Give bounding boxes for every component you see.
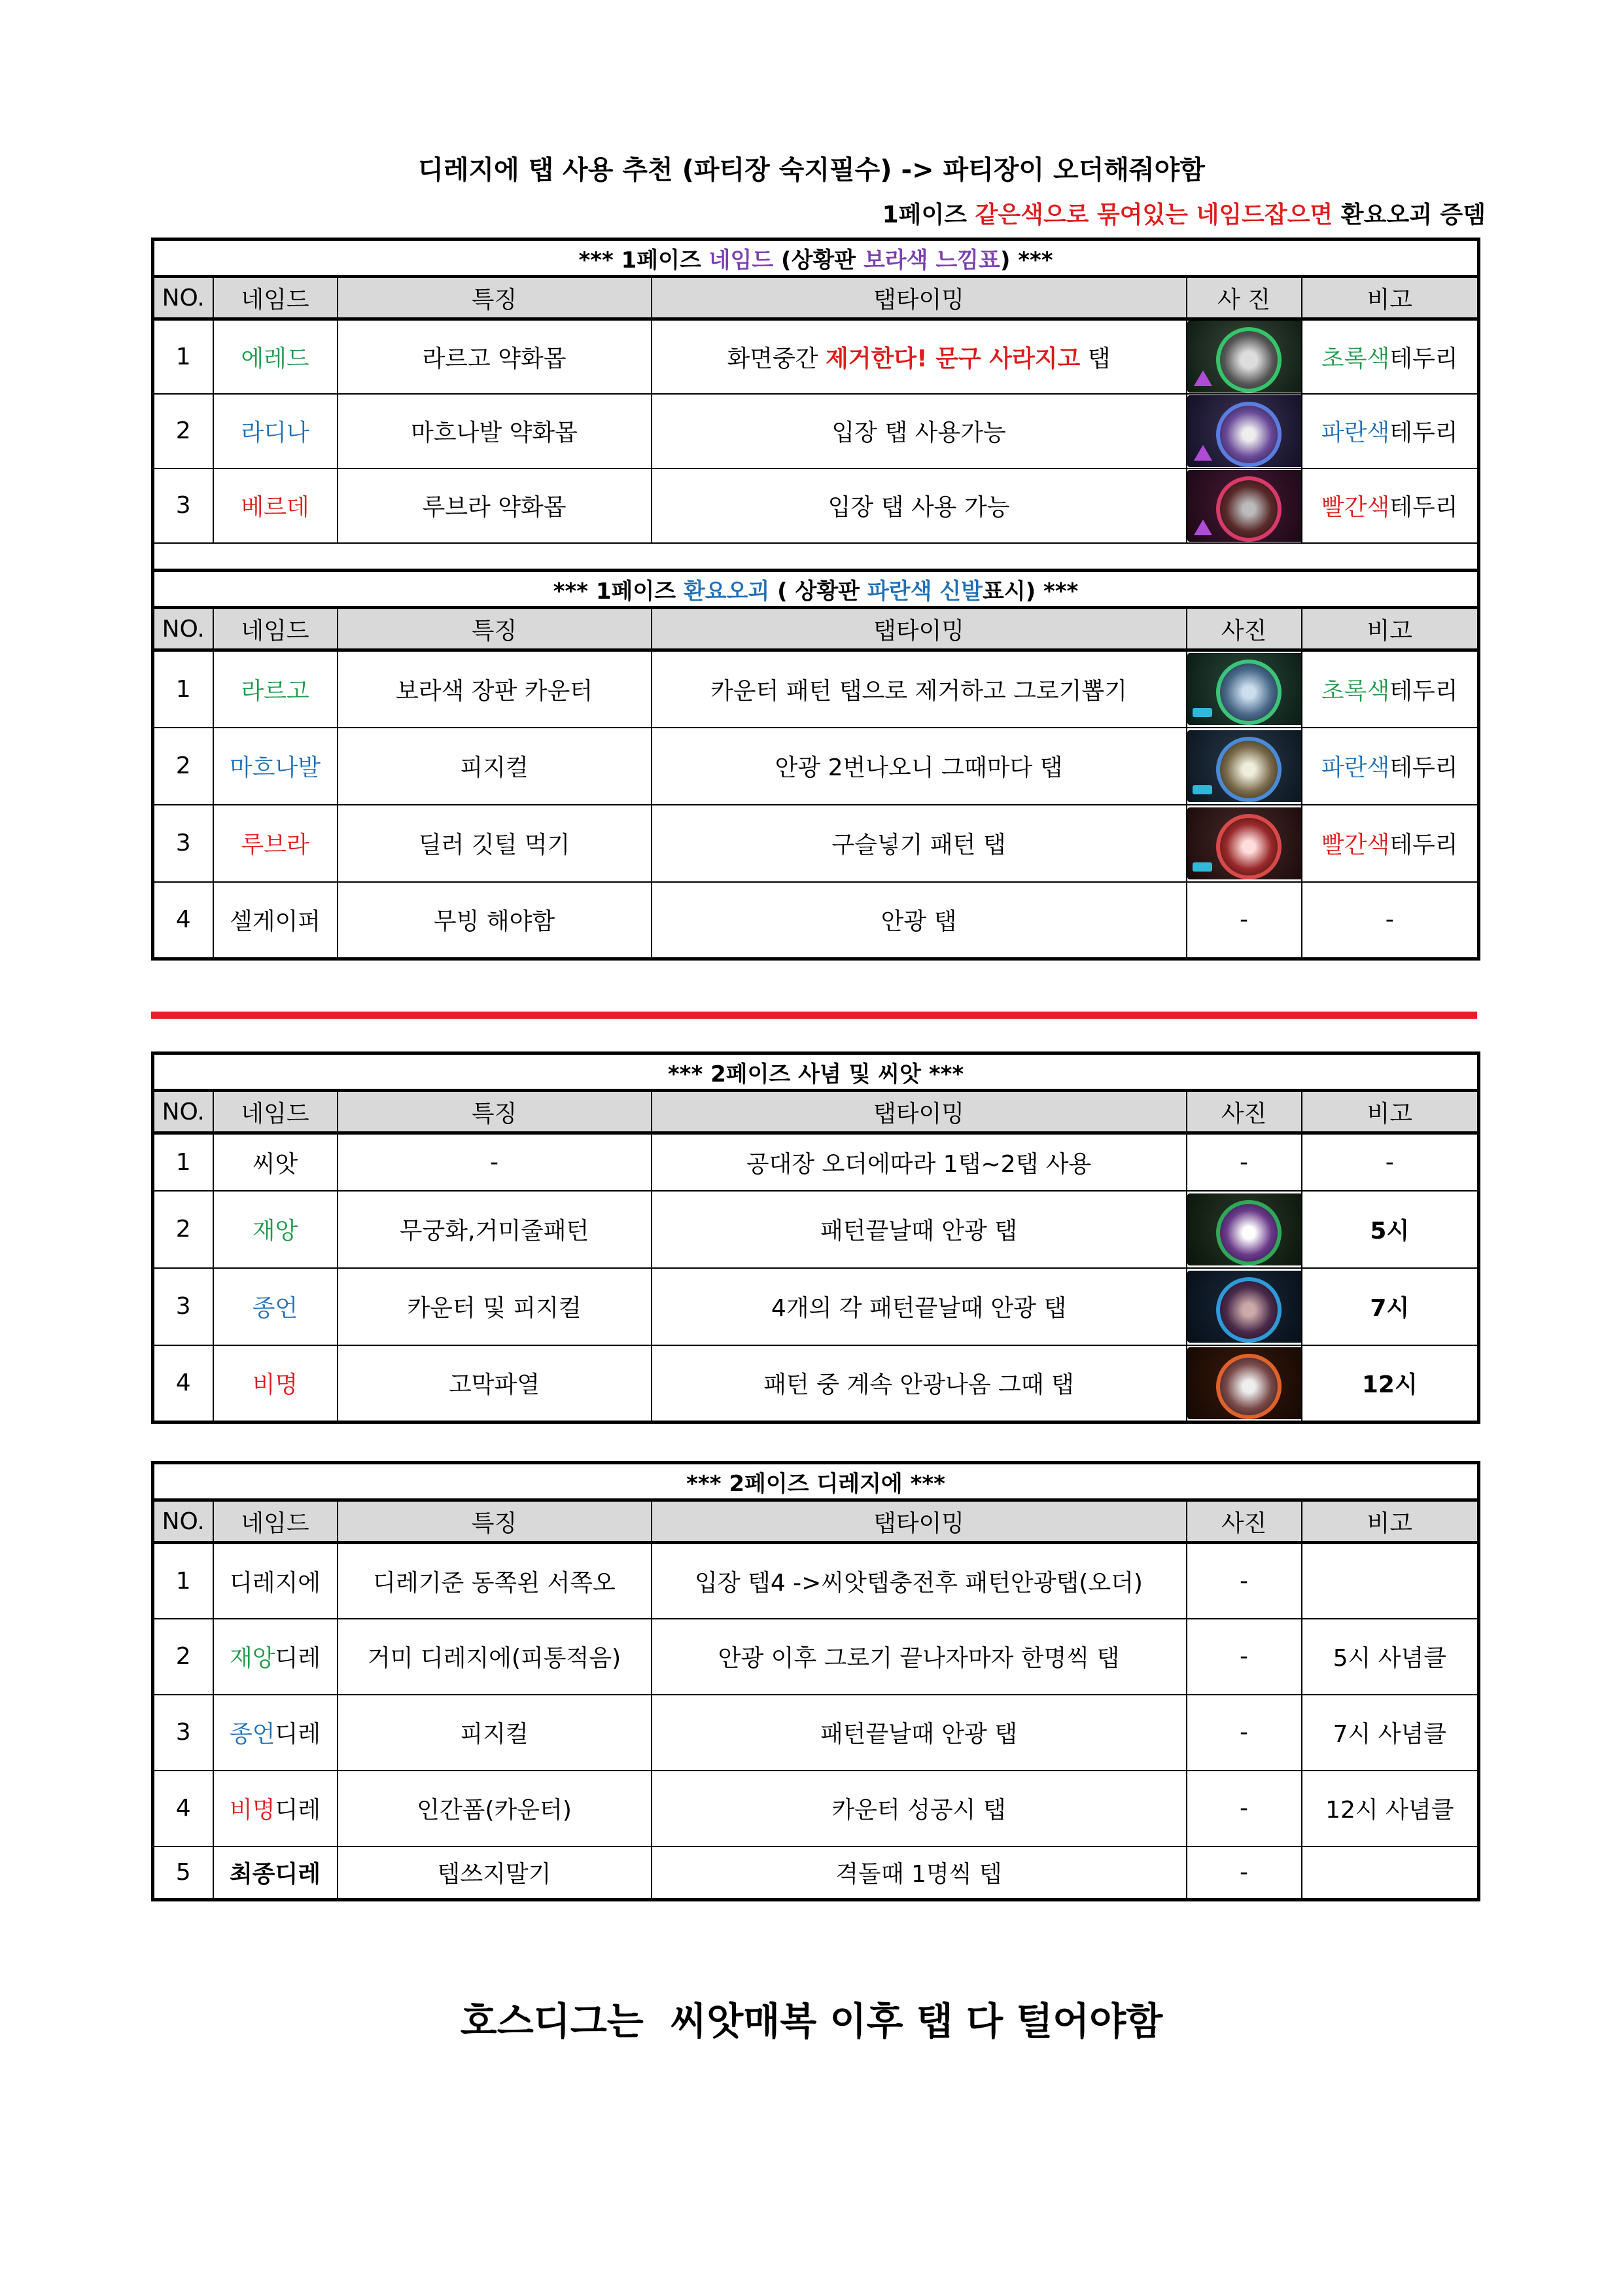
timing-cell: 패턴 중 계속 안광나옴 그때 탭 xyxy=(652,1345,1187,1422)
col-photo: 사 진 xyxy=(1187,277,1302,319)
named-cell: 라디나 xyxy=(213,394,338,468)
named-cell: 씨앗 xyxy=(213,1133,338,1191)
feature-cell: 고막파열 xyxy=(338,1345,652,1422)
col-feature: 특징 xyxy=(338,608,652,650)
col-no: NO. xyxy=(153,277,213,319)
feature-cell: 피지컬 xyxy=(338,1695,652,1771)
col-timing: 탭타이밍 xyxy=(652,608,1187,650)
photo-cell xyxy=(1187,650,1302,728)
note-cell: 5시 xyxy=(1302,1191,1479,1268)
note-cell: 7시 사념클 xyxy=(1302,1695,1479,1771)
feature-cell: 카운터 및 피지컬 xyxy=(338,1268,652,1345)
row-no: 2 xyxy=(153,1619,213,1695)
named-cell: 디레지에 xyxy=(213,1543,338,1619)
col-photo: 사진 xyxy=(1187,1500,1302,1543)
red-divider xyxy=(151,1012,1477,1019)
spacer-row xyxy=(153,543,1479,571)
col-named: 네임드 xyxy=(213,608,338,650)
row-no: 4 xyxy=(153,1771,213,1846)
col-no: NO. xyxy=(153,1091,213,1133)
phase1-table xyxy=(151,238,1480,961)
timing-cell: 입장 탭 사용 가능 xyxy=(652,468,1187,543)
col-photo: 사진 xyxy=(1187,1091,1302,1133)
scream-icon xyxy=(1187,1347,1302,1419)
photo-cell xyxy=(1187,468,1302,543)
note-cell xyxy=(1302,1543,1479,1619)
table-row xyxy=(153,1268,1479,1345)
note-cell: - xyxy=(1302,1133,1479,1191)
photo-cell: - xyxy=(1187,1619,1302,1695)
phase2-direzie-table xyxy=(151,1461,1480,1901)
feature-cell: 디레기준 동쪽왼 서쪽오 xyxy=(338,1543,652,1619)
col-note: 비고 xyxy=(1302,1091,1479,1133)
phase1-hwanyo-section-title: *** 1페이즈 환요오괴 ( 상황판 파란색 신발표시) *** xyxy=(153,571,1479,608)
timing-cell: 안광 탭 xyxy=(652,882,1187,959)
note-cell: 파란색테두리 xyxy=(1302,394,1479,468)
named-cell: 라르고 xyxy=(213,650,338,728)
phase2-seed-section-title: *** 2페이즈 사념 및 씨앗 *** xyxy=(153,1053,1479,1091)
end-icon xyxy=(1187,1271,1302,1343)
table-row xyxy=(153,728,1479,805)
table-row xyxy=(153,468,1479,543)
photo-cell xyxy=(1187,1191,1302,1268)
feature-cell: 인간폼(카운터) xyxy=(338,1771,652,1846)
table-row xyxy=(153,1846,1479,1900)
phase2-direzie-section-title: *** 2페이즈 디레지에 *** xyxy=(153,1463,1479,1500)
timing-cell: 입장 탭 사용가능 xyxy=(652,394,1187,468)
photo-cell: - xyxy=(1187,882,1302,959)
named-cell: 비명디레 xyxy=(213,1771,338,1846)
timing-cell: 화면중간 제거한다! 문구 사라지고 탭 xyxy=(652,319,1187,394)
feature-cell: 피지컬 xyxy=(338,728,652,805)
named-cell: 베르데 xyxy=(213,468,338,543)
table-row xyxy=(153,1133,1479,1191)
photo-cell: - xyxy=(1187,1695,1302,1771)
named-cell: 에레드 xyxy=(213,319,338,394)
photo-cell: - xyxy=(1187,1771,1302,1846)
rubra-icon xyxy=(1187,807,1302,879)
col-feature: 특징 xyxy=(338,277,652,319)
col-timing: 탭타이밍 xyxy=(652,1091,1187,1133)
page-title: 디레지에 탭 사용 추천 (파티장 숙지필수) -> 파티장이 오더해줘야함 xyxy=(418,155,1205,185)
col-timing: 탭타이밍 xyxy=(652,277,1187,319)
mahnabal-icon xyxy=(1187,730,1302,802)
timing-cell: 패턴끝날때 안광 탭 xyxy=(652,1695,1187,1771)
photo-cell xyxy=(1187,319,1302,394)
note-cell: 12시 xyxy=(1302,1345,1479,1422)
photo-cell xyxy=(1187,728,1302,805)
photo-cell: - xyxy=(1187,1846,1302,1900)
table-row xyxy=(153,1619,1479,1695)
note-cell: 7시 xyxy=(1302,1268,1479,1345)
table-row xyxy=(153,1345,1479,1422)
row-no: 1 xyxy=(153,1133,213,1191)
subnote-part3: 환요오괴 증뎀 xyxy=(1333,202,1486,228)
table-row xyxy=(153,394,1479,468)
largo-icon xyxy=(1187,653,1302,725)
named-cell: 재앙 xyxy=(213,1191,338,1268)
note-cell: 초록색테두리 xyxy=(1302,650,1479,728)
row-no: 3 xyxy=(153,1268,213,1345)
feature-cell: 무궁화,거미줄패턴 xyxy=(338,1191,652,1268)
row-no: 2 xyxy=(153,1191,213,1268)
row-no: 3 xyxy=(153,468,213,543)
col-note: 비고 xyxy=(1302,1500,1479,1543)
note-cell: 빨간색테두리 xyxy=(1302,468,1479,543)
row-no: 3 xyxy=(153,805,213,882)
timing-cell: 패턴끝날때 안광 탭 xyxy=(652,1191,1187,1268)
timing-cell: 4개의 각 패턴끝날때 안광 탭 xyxy=(652,1268,1187,1345)
feature-cell: 루브라 약화몹 xyxy=(338,468,652,543)
photo-cell: - xyxy=(1187,1543,1302,1619)
photo-cell xyxy=(1187,1268,1302,1345)
feature-cell: 거미 디레지에(피통적음) xyxy=(338,1619,652,1695)
phase1-named-section-title: *** 1페이즈 네임드 (상황판 보라색 느낌표) *** xyxy=(153,239,1479,277)
row-no: 4 xyxy=(153,882,213,959)
feature-cell: 텝쓰지말기 xyxy=(338,1846,652,1900)
timing-cell: 카운터 성공시 탭 xyxy=(652,1771,1187,1846)
calamity-icon xyxy=(1187,1193,1302,1265)
photo-cell: - xyxy=(1187,1133,1302,1191)
named-cell: 종언디레 xyxy=(213,1695,338,1771)
note-cell: 5시 사념클 xyxy=(1302,1619,1479,1695)
timing-cell: 안광 2번나오니 그때마다 탭 xyxy=(652,728,1187,805)
named-cell: 비명 xyxy=(213,1345,338,1422)
blue-border-boss-icon xyxy=(1187,395,1302,467)
note-cell: 빨간색테두리 xyxy=(1302,805,1479,882)
col-feature: 특징 xyxy=(338,1091,652,1133)
row-no: 1 xyxy=(153,319,213,394)
col-timing: 탭타이밍 xyxy=(652,1500,1187,1543)
named-cell: 셀게이퍼 xyxy=(213,882,338,959)
named-cell: 마흐나발 xyxy=(213,728,338,805)
table-row xyxy=(153,1543,1479,1619)
row-no: 2 xyxy=(153,728,213,805)
footer-note: 호스디그는 씨앗매복 이후 탭 다 털어야함 xyxy=(460,1999,1163,2043)
row-no: 2 xyxy=(153,394,213,468)
subnote-part1: 1페이즈 xyxy=(882,202,975,228)
col-note: 비고 xyxy=(1302,608,1479,650)
row-no: 5 xyxy=(153,1846,213,1900)
timing-cell: 격돌때 1명씩 텝 xyxy=(652,1846,1187,1900)
timing-cell: 입장 텝4 ->씨앗텝충전후 패턴안광탭(오더) xyxy=(652,1543,1187,1619)
named-cell: 루브라 xyxy=(213,805,338,882)
green-border-boss-icon xyxy=(1187,321,1302,393)
row-no: 1 xyxy=(153,1543,213,1619)
col-named: 네임드 xyxy=(213,277,338,319)
note-cell: 12시 사념클 xyxy=(1302,1771,1479,1846)
col-named: 네임드 xyxy=(213,1091,338,1133)
note-cell: 파란색테두리 xyxy=(1302,728,1479,805)
timing-cell: 안광 이후 그로기 끝나자마자 한명씩 탭 xyxy=(652,1619,1187,1695)
table-row xyxy=(153,882,1479,959)
table-row xyxy=(153,650,1479,728)
feature-cell: 라르고 약화몹 xyxy=(338,319,652,394)
photo-cell xyxy=(1187,1345,1302,1422)
table-row xyxy=(153,805,1479,882)
named-cell: 재앙디레 xyxy=(213,1619,338,1695)
timing-cell: 카운터 패턴 탭으로 제거하고 그로기뽑기 xyxy=(652,650,1187,728)
photo-cell xyxy=(1187,805,1302,882)
table-row xyxy=(153,1191,1479,1268)
row-no: 4 xyxy=(153,1345,213,1422)
col-note: 비고 xyxy=(1302,277,1479,319)
table-row xyxy=(153,319,1479,394)
note-cell xyxy=(1302,1846,1479,1900)
col-no: NO. xyxy=(153,1500,213,1543)
table-row xyxy=(153,1695,1479,1771)
note-cell: - xyxy=(1302,882,1479,959)
photo-cell xyxy=(1187,394,1302,468)
named-cell: 종언 xyxy=(213,1268,338,1345)
feature-cell: - xyxy=(338,1133,652,1191)
red-border-boss-icon xyxy=(1187,470,1302,542)
col-no: NO. xyxy=(153,608,213,650)
subnote-highlight: 같은색으로 묶여있는 네임드잡으면 xyxy=(975,202,1333,228)
table-row xyxy=(153,1771,1479,1846)
col-photo: 사진 xyxy=(1187,608,1302,650)
col-named: 네임드 xyxy=(213,1500,338,1543)
feature-cell: 무빙 해야함 xyxy=(338,882,652,959)
subtitle-note xyxy=(882,196,1486,230)
row-no: 3 xyxy=(153,1695,213,1771)
feature-cell: 딜러 깃털 먹기 xyxy=(338,805,652,882)
feature-cell: 마흐나발 약화몹 xyxy=(338,394,652,468)
col-feature: 특징 xyxy=(338,1500,652,1543)
feature-cell: 보라색 장판 카운터 xyxy=(338,650,652,728)
note-cell: 초록색테두리 xyxy=(1302,319,1479,394)
timing-cell: 공대장 오더에따라 1탭~2탭 사용 xyxy=(652,1133,1187,1191)
named-cell: 최종디레 xyxy=(213,1846,338,1900)
row-no: 1 xyxy=(153,650,213,728)
phase2-seed-table xyxy=(151,1051,1480,1424)
timing-cell: 구슬넣기 패턴 탭 xyxy=(652,805,1187,882)
